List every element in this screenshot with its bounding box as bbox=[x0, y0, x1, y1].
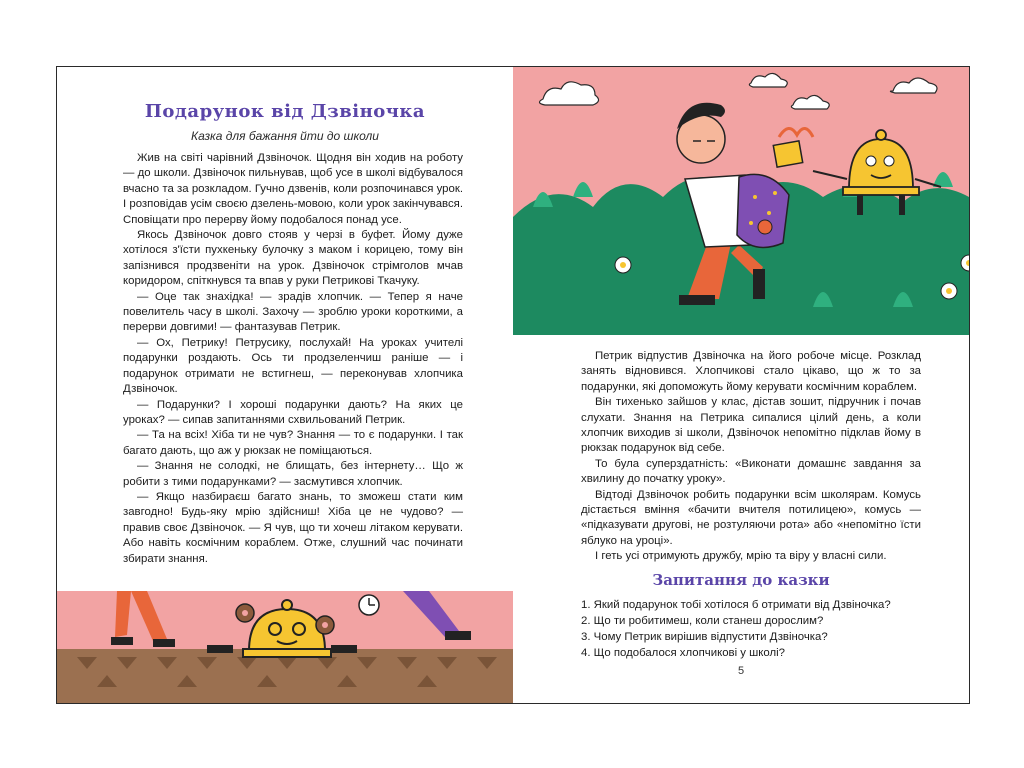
paragraph: То була суперздатність: «Виконати домашнє завдання за хвилину до початку уроку». bbox=[581, 457, 921, 486]
right-page bbox=[513, 67, 969, 703]
paragraph: — Подарунки? І хороші подарунки дають? На яких це уроках? — сипав запитаннями схвильований Петрик. bbox=[123, 398, 463, 426]
running-bell-illustration bbox=[57, 591, 513, 703]
page-number: 5 bbox=[737, 665, 745, 677]
question-item: 1. Який подарунок тобі хотілося б отримати від Дзвіночка? bbox=[581, 599, 891, 611]
paragraph: — Якщо назбираєш багато знань, то зможеш стати ким завгодно! Будь-яку мрію здійсниш! Хіба це не чудово? — правив своє Дзвіночок. — Я чув, що ти хочеш літаком керувати. Або навіть космічним кораблем. Отже, слушний час починати збирати знання. bbox=[123, 490, 463, 565]
paragraph: Відтоді Дзвіночок робить подарунки всім школярам. Комусь дістається вміння «бачити вчителя потилицею», комусь — «підказувати другові, не розтуляючи рота» або «непомітно їсти яблуко на уроці». bbox=[581, 488, 921, 547]
paragraph: — Знання не солодкі, не блищать, без інтернету… Що ж робити з тими подарунками? — засмутився хлопчик. bbox=[123, 460, 463, 488]
boy-and-bell-illustration bbox=[513, 67, 969, 335]
question-item: 3. Чому Петрик вирішив відпустити Дзвіночка? bbox=[581, 631, 828, 643]
story-text-left bbox=[123, 151, 463, 567]
story-text-right bbox=[581, 349, 921, 565]
questions-title: Запитання до казки bbox=[652, 571, 830, 589]
paragraph: Петрик відпустив Дзвіночка на його робоче місце. Розклад занять відновився. Хлопчикові стало цікаво, що ж то за подарунки, які допоможуть йому керувати космічним кораблем. bbox=[581, 350, 921, 393]
question-item: 2. Що ти робитимеш, коли станеш дорослим? bbox=[581, 615, 824, 627]
story-subtitle: Казка для бажання йти до школи bbox=[191, 129, 379, 143]
book-spread bbox=[56, 66, 970, 704]
paragraph: Жив на світі чарівний Дзвіночок. Щодня він ходив на роботу — до школи. Дзвіночок пильнував, щоб усе в школі відбувалося вчасно та за розкладом. Гучно дзвенів, коли розпочинався урок. І розповідав усім своєю дзелень-мовою, коли урок закінчувався. Сповіщати про перерву йому подобалося понад усе. bbox=[123, 152, 463, 226]
story-title: Подарунок від Дзвіночка bbox=[144, 101, 426, 122]
paragraph: Він тихенько зайшов у клас, дістав зошит, підручник і почав слухати. Знання на Петрика сипалися цілий день, а коли хлопчик виходив зі школи, Дзвіночок непомітно підклав йому в рюкзак подарунок від себе. bbox=[581, 396, 921, 455]
paragraph: — Ох, Петрику! Петрусику, послухай! На уроках учителі подарунки роздають. Ось ти продзеленчиш раніше — і подарунок отримати не встигнеш, — переконував хлопчика Дзвіночок. bbox=[123, 336, 463, 396]
paragraph: І геть усі отримують дружбу, мрію та віру у власні сили. bbox=[595, 550, 887, 563]
paragraph: Якось Дзвіночок довго стояв у черзі в буфет. Йому дуже хотілося з'їсти пухкеньку булочку з маком і корицею, тому він запізнився продзвеніти на урок. Дзвіночок стрімголов мчав коридором, спіткнувся та впав у руки Петрикові Ткачуку. bbox=[123, 229, 463, 288]
left-page bbox=[57, 67, 513, 703]
question-item: 4. Що подобалося хлопчикові у школі? bbox=[581, 647, 785, 659]
paragraph: — Та на всіх! Хіба ти не чув? Знання — то є подарунки. І так багато дають, що аж у рюкзак не поміщаються. bbox=[123, 429, 463, 457]
questions-list bbox=[581, 597, 941, 661]
paragraph: — Оце так знахідка! — зрадів хлопчик. — Тепер я наче повелитель часу в школі. Захочу — зроблю уроки короткими, а перерви довгими! — фантазував Петрик. bbox=[123, 290, 463, 334]
